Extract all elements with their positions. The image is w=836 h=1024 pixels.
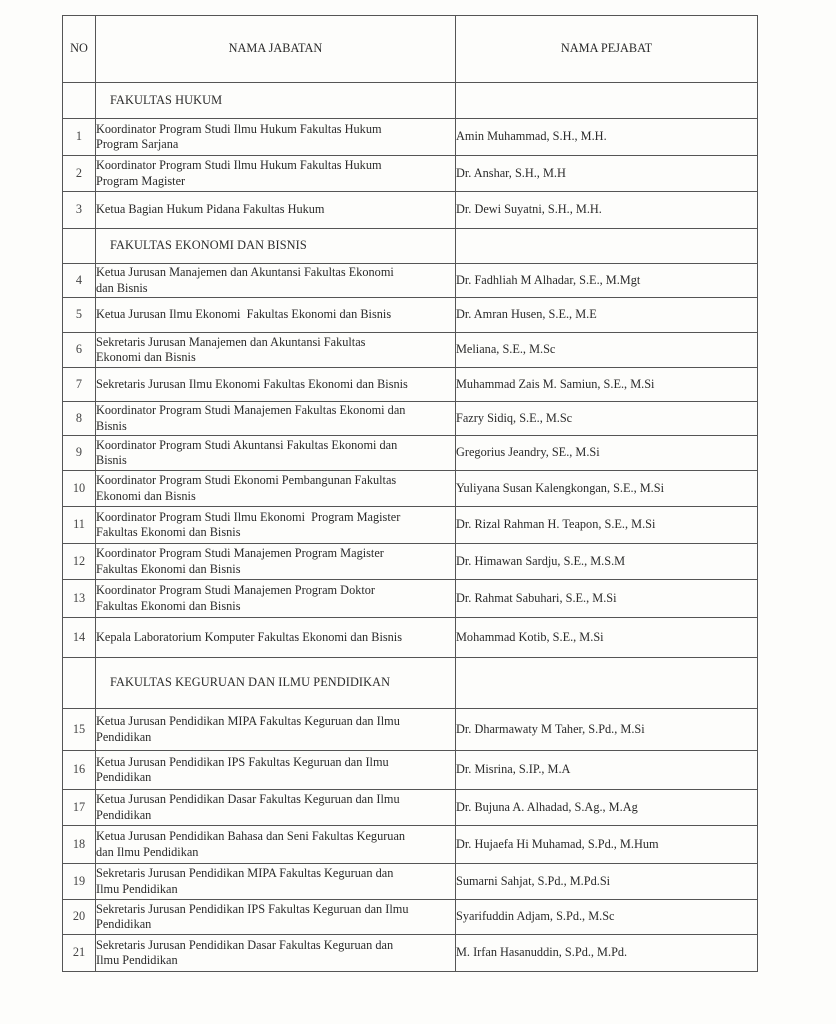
position-name-line: Ketua Jurusan Pendidikan Bahasa dan Seni Fakultas Keguruan [96, 829, 406, 843]
row-number: 12 [63, 544, 96, 580]
position-name-line: Koordinator Program Studi Ilmu Hukum Fakultas Hukum [96, 121, 382, 136]
row-number: 7 [63, 368, 96, 402]
position-name-line: Koordinator Program Studi Ilmu Hukum Fakultas Hukum [96, 158, 382, 172]
section-no-cell [63, 229, 96, 264]
official-name: Gregorius Jeandry, SE., M.Si [456, 436, 758, 471]
official-name: Amin Muhammad, S.H., M.H. [456, 119, 758, 156]
official-name: Dr. Fadhliah M Alhadar, S.E., M.Mgt [456, 264, 758, 298]
row-number: 6 [63, 333, 96, 368]
position-name-cell [96, 298, 456, 333]
official-name: Sumarni Sahjat, S.Pd., M.Pd.Si [456, 864, 758, 900]
table-row [63, 751, 758, 790]
table-body [63, 83, 758, 972]
position-name-line: Ketua Jurusan Pendidikan MIPA Fakultas Keguruan dan Ilmu [96, 714, 400, 728]
position-name-line: Sekretaris Jurusan Ilmu Ekonomi Fakultas Ekonomi dan Bisnis [96, 376, 408, 391]
position-name-cell [96, 471, 456, 507]
official-name: Fazry Sidiq, S.E., M.Sc [456, 402, 758, 436]
position-name-cell [96, 119, 456, 156]
official-name: Dr. Amran Husen, S.E., M.E [456, 298, 758, 333]
position-name-line: Sekretaris Jurusan Pendidikan IPS Fakultas Keguruan dan Ilmu [96, 901, 409, 916]
table-row [63, 471, 758, 507]
position-name-line: Koordinator Program Studi Ekonomi Pembangunan Fakultas [96, 473, 397, 487]
position-name-line: Koordinator Program Studi Akuntansi Fakultas Ekonomi dan [96, 437, 398, 452]
position-name-cell [96, 580, 456, 618]
table-row [63, 436, 758, 471]
section-row [63, 229, 758, 264]
header-nama-jabatan: NAMA JABATAN [96, 16, 456, 83]
official-name: Dr. Dewi Suyatni, S.H., M.H. [456, 192, 758, 229]
position-name-cell [96, 402, 456, 436]
position-name-line: Koordinator Program Studi Ilmu Ekonomi Program Magister [96, 509, 401, 524]
position-name-line: Ketua Jurusan Pendidikan IPS Fakultas Keguruan dan Ilmu [96, 754, 389, 769]
official-name: Dr. Misrina, S.IP., M.A [456, 751, 758, 790]
header-nama-pejabat: NAMA PEJABAT [456, 16, 758, 83]
position-name-line: Program Sarjana [96, 137, 179, 151]
position-name-cell [96, 156, 456, 192]
table-row [63, 900, 758, 935]
section-empty-cell [456, 658, 758, 709]
row-number: 21 [63, 935, 96, 972]
official-name: Dr. Bujuna A. Alhadad, S.Ag., M.Ag [456, 790, 758, 826]
position-name-cell [96, 935, 456, 972]
position-name-line: Bisnis [96, 453, 127, 467]
table-row [63, 192, 758, 229]
table-row [63, 864, 758, 900]
section-title: FAKULTAS HUKUM [96, 83, 456, 119]
table-header-row [63, 16, 758, 83]
position-name-line: dan Bisnis [96, 280, 148, 295]
table-row [63, 507, 758, 544]
row-number: 16 [63, 751, 96, 790]
table-row [63, 935, 758, 972]
position-name-line: Ketua Jurusan Ilmu Ekonomi Fakultas Ekonomi dan Bisnis [96, 307, 392, 322]
row-number: 9 [63, 436, 96, 471]
row-number: 20 [63, 900, 96, 935]
row-number: 4 [63, 264, 96, 298]
section-row [63, 658, 758, 709]
position-name-line: Ilmu Pendidikan [96, 953, 178, 967]
table-row [63, 368, 758, 402]
position-name-line: Ketua Bagian Hukum Pidana Fakultas Hukum [96, 202, 325, 217]
row-number: 19 [63, 864, 96, 900]
official-name: Yuliyana Susan Kalengkongan, S.E., M.Si [456, 471, 758, 507]
position-name-line: Ketua Jurusan Pendidikan Dasar Fakultas Keguruan dan Ilmu [96, 792, 400, 806]
row-number: 5 [63, 298, 96, 333]
official-name: Dr. Himawan Sardju, S.E., M.S.M [456, 544, 758, 580]
section-empty-cell [456, 83, 758, 119]
section-row [63, 83, 758, 119]
row-number: 15 [63, 709, 96, 751]
row-number: 3 [63, 192, 96, 229]
position-name-cell [96, 368, 456, 402]
position-name-cell [96, 264, 456, 298]
table-row [63, 156, 758, 192]
official-name: Syarifuddin Adjam, S.Pd., M.Sc [456, 900, 758, 935]
position-name-cell [96, 192, 456, 229]
row-number: 13 [63, 580, 96, 618]
position-name-line: Bisnis [96, 418, 127, 433]
row-number: 17 [63, 790, 96, 826]
row-number: 14 [63, 618, 96, 658]
position-name-line: Fakultas Ekonomi dan Bisnis [96, 561, 241, 576]
position-name-line: Fakultas Ekonomi dan Bisnis [96, 525, 241, 539]
row-number: 1 [63, 119, 96, 156]
table-row [63, 790, 758, 826]
position-name-line: Pendidikan [96, 729, 152, 744]
position-name-cell [96, 864, 456, 900]
position-name-line: Pendidikan [96, 917, 152, 931]
position-name-cell [96, 826, 456, 864]
position-name-line: Koordinator Program Studi Manajemen Fakultas Ekonomi dan [96, 403, 406, 417]
section-title: FAKULTAS KEGURUAN DAN ILMU PENDIDIKAN [96, 658, 456, 709]
position-name-line: Koordinator Program Studi Manajemen Program Doktor [96, 583, 376, 597]
position-name-cell [96, 333, 456, 368]
table-row [63, 580, 758, 618]
official-name: Dr. Hujaefa Hi Muhamad, S.Pd., M.Hum [456, 826, 758, 864]
section-empty-cell [456, 229, 758, 264]
position-name-line: Program Magister [96, 173, 186, 188]
row-number: 11 [63, 507, 96, 544]
row-number: 8 [63, 402, 96, 436]
official-name: Meliana, S.E., M.Sc [456, 333, 758, 368]
table-row [63, 298, 758, 333]
position-name-cell [96, 709, 456, 751]
position-name-line: Fakultas Ekonomi dan Bisnis [96, 598, 241, 613]
position-name-line: Pendidikan [96, 770, 152, 784]
position-name-cell [96, 507, 456, 544]
section-no-cell [63, 83, 96, 119]
official-name: Muhammad Zais M. Samiun, S.E., M.Si [456, 368, 758, 402]
position-name-line: Ekonomi dan Bisnis [96, 488, 196, 503]
position-name-cell [96, 900, 456, 935]
table-row [63, 264, 758, 298]
position-name-line: Ketua Jurusan Manajemen dan Akuntansi Fakultas Ekonomi [96, 265, 394, 279]
official-name: Mohammad Kotib, S.E., M.Si [456, 618, 758, 658]
position-name-cell [96, 790, 456, 826]
position-name-line: Koordinator Program Studi Manajemen Program Magister [96, 546, 384, 560]
row-number: 10 [63, 471, 96, 507]
position-name-line: dan Ilmu Pendidikan [96, 844, 199, 859]
position-name-line: Sekretaris Jurusan Pendidikan Dasar Fakultas Keguruan dan [96, 937, 394, 952]
official-name: Dr. Anshar, S.H., M.H [456, 156, 758, 192]
position-name-line: Sekretaris Jurusan Pendidikan MIPA Fakultas Keguruan dan [96, 866, 394, 880]
position-name-line: Ekonomi dan Bisnis [96, 350, 196, 364]
table-row [63, 826, 758, 864]
table-row [63, 119, 758, 156]
position-name-cell [96, 618, 456, 658]
position-name-cell [96, 751, 456, 790]
official-name: Dr. Rizal Rahman H. Teapon, S.E., M.Si [456, 507, 758, 544]
position-name-line: Sekretaris Jurusan Manajemen dan Akuntansi Fakultas [96, 334, 366, 349]
position-name-line: Pendidikan [96, 807, 152, 822]
table-row [63, 544, 758, 580]
table-row [63, 333, 758, 368]
table-row [63, 618, 758, 658]
section-title: FAKULTAS EKONOMI DAN BISNIS [96, 229, 456, 264]
position-name-line: Ilmu Pendidikan [96, 881, 178, 896]
position-name-cell [96, 436, 456, 471]
row-number: 2 [63, 156, 96, 192]
row-number: 18 [63, 826, 96, 864]
official-name: M. Irfan Hasanuddin, S.Pd., M.Pd. [456, 935, 758, 972]
officials-table [62, 15, 758, 972]
table-row [63, 709, 758, 751]
section-no-cell [63, 658, 96, 709]
official-name: Dr. Dharmawaty M Taher, S.Pd., M.Si [456, 709, 758, 751]
header-no: NO [63, 16, 96, 83]
table-row [63, 402, 758, 436]
official-name: Dr. Rahmat Sabuhari, S.E., M.Si [456, 580, 758, 618]
position-name-line: Kepala Laboratorium Komputer Fakultas Ekonomi dan Bisnis [96, 629, 402, 644]
position-name-cell [96, 544, 456, 580]
